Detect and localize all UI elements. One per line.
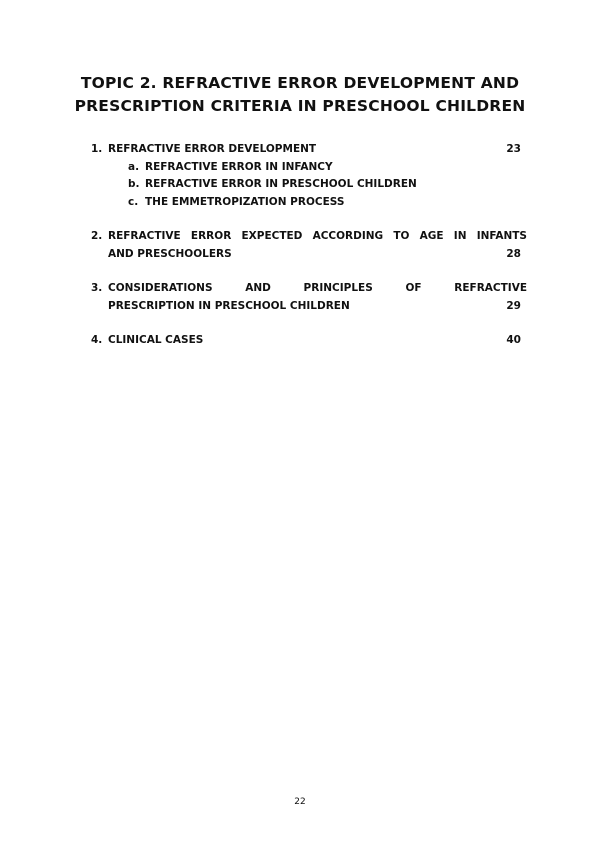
toc-subentry-title: REFRACTIVE ERROR IN INFANCY: [145, 160, 333, 173]
toc-entry-2[interactable]: [91, 228, 527, 263]
toc-entry-4[interactable]: [91, 332, 527, 350]
table-of-contents: [91, 141, 527, 367]
toc-subentry-c[interactable]: [91, 194, 527, 212]
toc-entry-title: CLINICAL CASES: [108, 334, 204, 346]
toc-entry-title-line-2: AND PRESCHOOLERS: [108, 247, 232, 260]
toc-entry-page: 29: [506, 299, 521, 312]
toc-entry-1[interactable]: [91, 141, 527, 211]
page-title: [60, 72, 540, 118]
toc-subentry-b[interactable]: [91, 176, 527, 194]
toc-entry-page: 28: [506, 247, 521, 260]
toc-entry-page: 40: [506, 334, 521, 346]
page-title-line-1: TOPIC 2. REFRACTIVE ERROR DEVELOPMENT AND: [80, 74, 520, 92]
toc-subentry-letter: a.: [128, 160, 140, 173]
toc-entry-number: 1.: [91, 143, 103, 155]
page-number: 22: [294, 797, 306, 807]
toc-entry-number: 2.: [91, 230, 103, 242]
toc-entry-title-line-1: CONSIDERATIONS AND PRINCIPLES OF REFRACTIVE: [108, 282, 527, 294]
toc-entry-number: 3.: [91, 282, 103, 294]
toc-entry-3[interactable]: [91, 280, 527, 315]
toc-subentry-letter: c.: [128, 195, 139, 208]
toc-entry-page: 23: [506, 143, 521, 155]
toc-entry-title: REFRACTIVE ERROR DEVELOPMENT: [108, 143, 317, 155]
toc-subentry-letter: b.: [128, 178, 140, 190]
toc-subentry-title: THE EMMETROPIZATION PROCESS: [145, 195, 345, 208]
toc-subentry-a[interactable]: [91, 159, 527, 177]
page-title-line-2: PRESCRIPTION CRITERIA IN PRESCHOOL CHILDREN: [74, 97, 526, 115]
toc-entry-number: 4.: [91, 334, 103, 346]
toc-entry-title-line-2: PRESCRIPTION IN PRESCHOOL CHILDREN: [108, 299, 350, 312]
toc-entry-title-line-1: REFRACTIVE ERROR EXPECTED ACCORDING TO AGE IN INFANTS: [108, 230, 527, 242]
toc-subentry-title: REFRACTIVE ERROR IN PRESCHOOL CHILDREN: [145, 178, 417, 190]
